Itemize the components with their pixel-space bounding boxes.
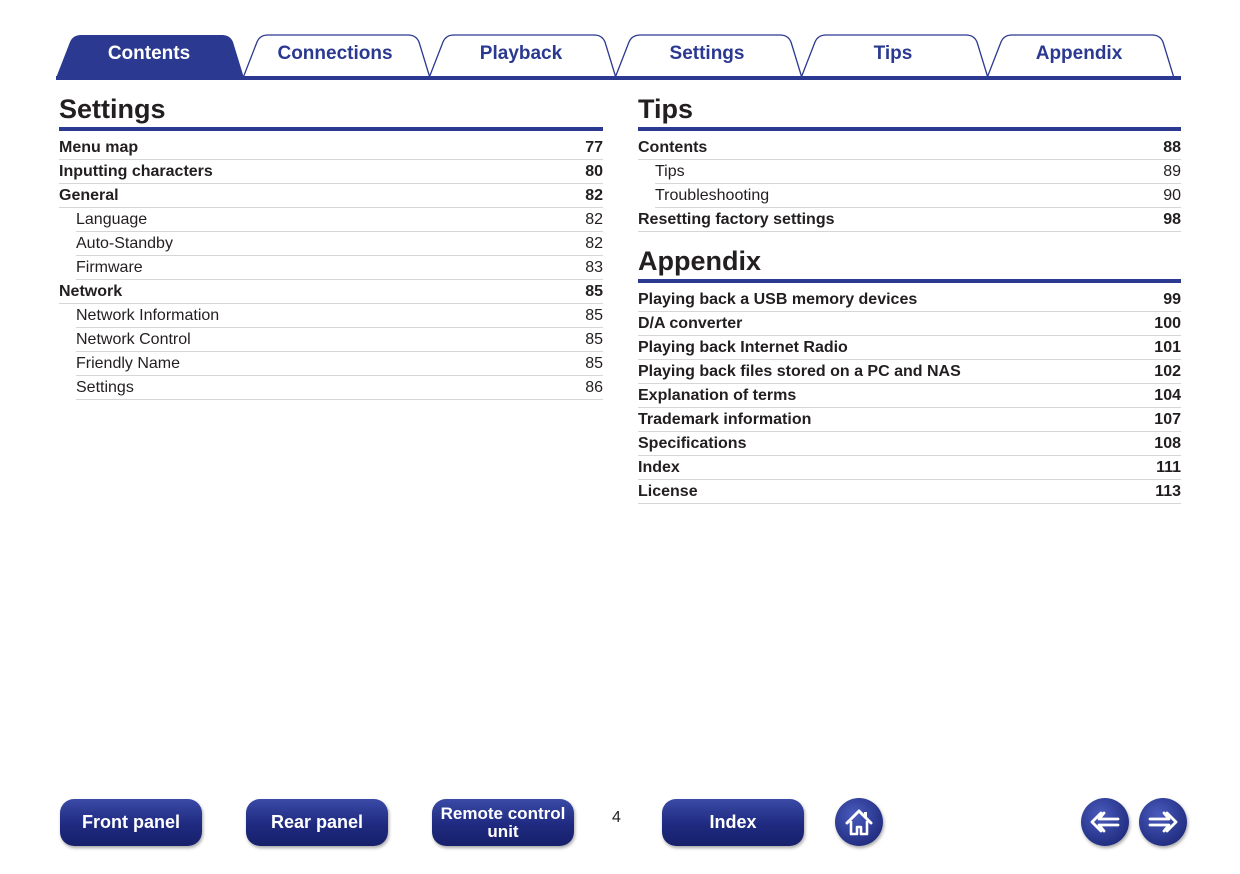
tab-settings[interactable]: Settings [669, 43, 745, 64]
toc-page: 90 [1163, 186, 1181, 204]
toc-page: 108 [1154, 434, 1181, 452]
toc-label: Playing back Internet Radio [638, 338, 848, 356]
home-button[interactable] [835, 798, 883, 846]
toc-label: Settings [76, 378, 134, 396]
section-rule [638, 279, 1181, 283]
toc-item-friendly-name[interactable] [76, 352, 603, 376]
toc-page: 77 [585, 138, 603, 156]
toc-item-firmware[interactable] [76, 256, 603, 280]
toc-item-index[interactable] [638, 456, 1181, 480]
section-rule [638, 127, 1181, 131]
toc-label: Language [76, 210, 148, 228]
toc-label: Firmware [76, 258, 143, 276]
toc-item-network-information[interactable] [76, 304, 603, 328]
appendix-toc-list [638, 288, 1181, 504]
toc-page: 85 [585, 330, 603, 348]
toc-item-troubleshooting[interactable] [655, 184, 1181, 208]
toc-page: 88 [1163, 138, 1181, 156]
toc-label: Explanation of terms [638, 386, 797, 404]
toc-item-general[interactable] [59, 184, 603, 208]
tab-playback[interactable]: Playback [479, 43, 563, 64]
toc-label: Resetting factory settings [638, 210, 835, 228]
toc-item-explanation-of-terms[interactable] [638, 384, 1181, 408]
toc-item-contents[interactable] [638, 136, 1181, 160]
toc-label: Network [59, 282, 123, 300]
tab-bar [0, 0, 1240, 82]
toc-label: Index [638, 458, 680, 476]
toc-label: Playing back files stored on a PC and NAS [638, 362, 961, 380]
rear-panel-button[interactable]: Rear panel [246, 799, 388, 846]
page-number: 4 [612, 809, 621, 826]
toc-label: Friendly Name [76, 354, 181, 372]
toc-item-license[interactable] [638, 480, 1181, 504]
toc-label: Troubleshooting [655, 186, 770, 204]
toc-item-usb-memory[interactable] [638, 288, 1181, 312]
toc-page: 89 [1163, 162, 1181, 180]
toc-label: License [638, 482, 698, 500]
toc-item-specifications[interactable] [638, 432, 1181, 456]
toc-item-menu-map[interactable] [59, 136, 603, 160]
toc-label: Menu map [59, 138, 139, 156]
remote-control-label-line1: Remote control [440, 803, 566, 823]
toc-label: General [59, 186, 119, 204]
toc-label: Network Control [76, 330, 191, 348]
settings-toc-list [59, 136, 603, 400]
toc-page: 99 [1163, 290, 1181, 308]
toc-label: D/A converter [638, 314, 743, 332]
section-title-tips: Tips [638, 94, 694, 124]
toc-page: 113 [1155, 482, 1181, 500]
toc-label: Specifications [638, 434, 747, 452]
tab-tips[interactable]: Tips [873, 43, 913, 64]
toc-label: Auto-Standby [76, 234, 173, 252]
tab-appendix[interactable]: Appendix [1035, 43, 1123, 64]
toc-item-trademark-information[interactable] [638, 408, 1181, 432]
remote-control-label-line2: unit [487, 821, 519, 841]
toc-page: 86 [585, 378, 603, 396]
toc-page: 104 [1154, 386, 1181, 404]
toc-page: 85 [585, 354, 603, 372]
tab-connections[interactable]: Connections [277, 43, 393, 64]
toc-label: Tips [655, 162, 685, 180]
toc-page: 102 [1154, 362, 1181, 380]
back-button[interactable] [1081, 798, 1129, 846]
section-title-settings: Settings [59, 94, 166, 124]
toc-item-inputting-characters[interactable] [59, 160, 603, 184]
toc-item-auto-standby[interactable] [76, 232, 603, 256]
arrow-left-icon [1081, 798, 1129, 846]
toc-item-pc-and-nas[interactable] [638, 360, 1181, 384]
toc-label: Playing back a USB memory devices [638, 290, 918, 308]
section-title-appendix: Appendix [638, 246, 762, 276]
toc-label: Network Information [76, 306, 220, 324]
toc-page: 100 [1154, 314, 1181, 332]
tab-shapes [0, 0, 1240, 82]
toc-page: 80 [585, 162, 603, 180]
section-spacer [638, 232, 1181, 244]
toc-item-resetting-factory-settings[interactable] [638, 208, 1181, 232]
toc-label: Trademark information [638, 410, 812, 428]
toc-item-tips[interactable] [655, 160, 1181, 184]
toc-page: 82 [585, 234, 603, 252]
toc-page: 85 [585, 306, 603, 324]
front-panel-button[interactable]: Front panel [60, 799, 202, 846]
remote-control-unit-button[interactable] [432, 799, 574, 846]
forward-button[interactable] [1139, 798, 1187, 846]
toc-item-language[interactable] [76, 208, 603, 232]
arrow-right-icon [1139, 798, 1187, 846]
toc-item-settings[interactable] [76, 376, 603, 400]
toc-item-internet-radio[interactable] [638, 336, 1181, 360]
section-rule [59, 127, 603, 131]
toc-label: Contents [638, 138, 708, 156]
toc-item-network[interactable] [59, 280, 603, 304]
toc-page: 82 [585, 210, 603, 228]
toc-page: 111 [1156, 458, 1181, 476]
tips-toc-list [638, 136, 1181, 232]
toc-page: 82 [585, 186, 603, 204]
toc-page: 98 [1163, 210, 1181, 228]
home-icon [835, 798, 883, 846]
toc-page: 107 [1154, 410, 1181, 428]
settings-section [59, 92, 603, 400]
tab-contents[interactable]: Contents [107, 43, 191, 64]
right-column [638, 92, 1181, 504]
toc-item-network-control[interactable] [76, 328, 603, 352]
toc-label: Inputting characters [59, 162, 213, 180]
index-button[interactable]: Index [662, 799, 804, 846]
toc-page: 101 [1154, 338, 1181, 356]
toc-page: 85 [585, 282, 603, 300]
toc-page: 83 [585, 258, 603, 276]
toc-item-da-converter[interactable] [638, 312, 1181, 336]
